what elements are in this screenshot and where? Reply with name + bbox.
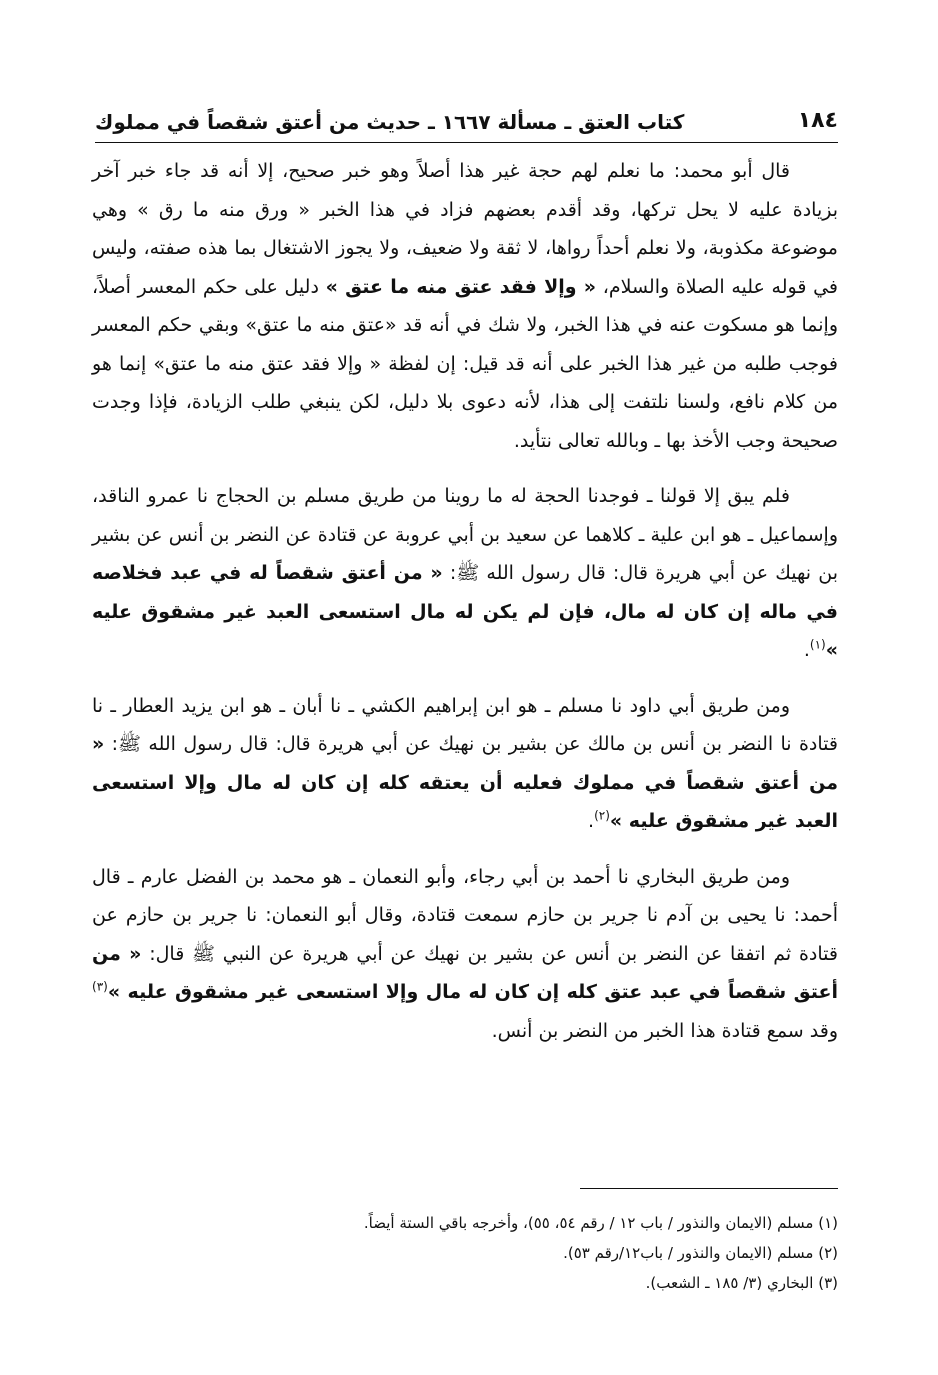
footnote-reference: (١): [809, 637, 826, 652]
footnote-2: (٢) مسلم (الايمان والنذور / باب١٢/رقم ٥٣).: [563, 1244, 838, 1262]
footnote-3: (٣) البخاري (٣/ ١٨٥ ـ الشعب).: [645, 1274, 838, 1292]
footnote-divider: [580, 1188, 838, 1189]
footnotes: [95, 1208, 838, 1298]
text-run: .: [803, 639, 810, 661]
paragraph-4: [92, 858, 838, 1051]
paragraph-2: [92, 477, 838, 670]
text-run: دليل على حكم المعسر أصلاً، وإنما هو مسكوت عنه في هذا الخبر، ولا شك في أنه قد «عتق منه ما عتق» وبقي حكم المعسر فوجب طلبه من غير هذا الخبر على أنه قد قيل: إن لفظة « وإلا فقد عتق منه ما عتق» إنما هو من كلام نافع، ولسنا نلتفت إلى هذا، لأنه دعوى بلا دليل، لكن ينبغي طلب الزيادة، فإذا وجدت صحيحة وجب الأخذ بها ـ وبالله تعالى نتأيد.: [92, 275, 838, 452]
text-run: وقد سمع قتادة هذا الخبر من النضر بن أنس.: [491, 1019, 838, 1042]
text-run: ومن طريق البخاري نا أحمد بن أبي رجاء، وأبو النعمان ـ هو محمد بن الفضل عارم ـ قال أحمد: نا يحيى بن آدم نا جرير بن حازم سمعت قتادة، وقال أبو النعمان: نا جرير بن حازم عن قتادة ثم اتفقا عن النضر بن أنس عن بشير بن نهيك عن أبي هريرة عن النبي ﷺ قال:: [92, 865, 838, 965]
hadith-quote: « من أعتق شقصاً في عبد عتق كله إن كان له مال وإلا استسعى غير مشقوق عليه »: [92, 942, 838, 1003]
paragraph-1: [92, 152, 838, 460]
hadith-quote: « وإلا فقد عتق منه ما عتق »: [325, 275, 597, 298]
header-divider: [95, 142, 838, 143]
footnote-reference: (٢): [594, 808, 610, 823]
main-text: [92, 152, 838, 1067]
running-head: [95, 92, 838, 132]
running-head-title: كتاب العتق ـ مسألة ١٦٦٧ ـ حديث من أعتق شقصاً في مملوك: [95, 110, 685, 134]
text-run: ومن طريق أبي داود نا مسلم ـ هو ابن إبراهيم الكشي ـ نا أبان ـ هو ابن يزيد العطار ـ نا قتادة نا النضر بن أنس بن مالك عن بشير بن نهيك عن أبي هريرة قال: قال رسول الله ﷺ:: [92, 694, 838, 755]
text-run: .: [588, 810, 595, 832]
hadith-quote: « من أعتق شقصاً له في عبد فخلاصه في ماله إن كان له مال، فإن لم يكن له مال استسعى العبد غير مشقوق عليه »: [92, 562, 838, 661]
page-number: ١٨٤: [797, 108, 838, 133]
footnote-1: (١) مسلم (الايمان والنذور / باب ١٢ / رقم ٥٤، ٥٥)، وأخرجه باقي الستة أيضاً.: [363, 1214, 838, 1232]
text-run: فلم يبق إلا قولنا ـ فوجدنا الحجة له ما روينا من طريق مسلم بن الحجاج نا عمرو الناقد، وإسماعيل ـ هو ابن علية ـ كلاهما عن سعيد بن أبي عروبة عن قتادة عن النضر بن أنس عن بشير بن نهيك عن أبي هريرة قال: قال رسول الله ﷺ:: [92, 485, 838, 584]
paragraph-3: [92, 687, 838, 841]
footnote-reference: (٣): [92, 979, 108, 994]
hadith-quote: « من أعتق شقصاً في مملوك فعليه أن يعتقه كله إن كان له مال وإلا استسعى العبد غير مشقوق عليه »: [92, 733, 838, 832]
text-run: قال أبو محمد: ما نعلم لهم حجة غير هذا أصلاً وهو خبر صحيح، إلا أنه قد جاء خبر آخر بزيادة عليه لا يحل تركها، وقد أقدم بعضهم فزاد في هذا الخبر « ورق منه ما رق » وهي موضوعة مكذوبة، ولا نعلم أحداً رواها، لا ثقة ولا ضعيف، ولا يجوز الاشتغال بما هذه صفته، وليس في قوله عليه الصلاة والسلام،: [92, 160, 838, 298]
